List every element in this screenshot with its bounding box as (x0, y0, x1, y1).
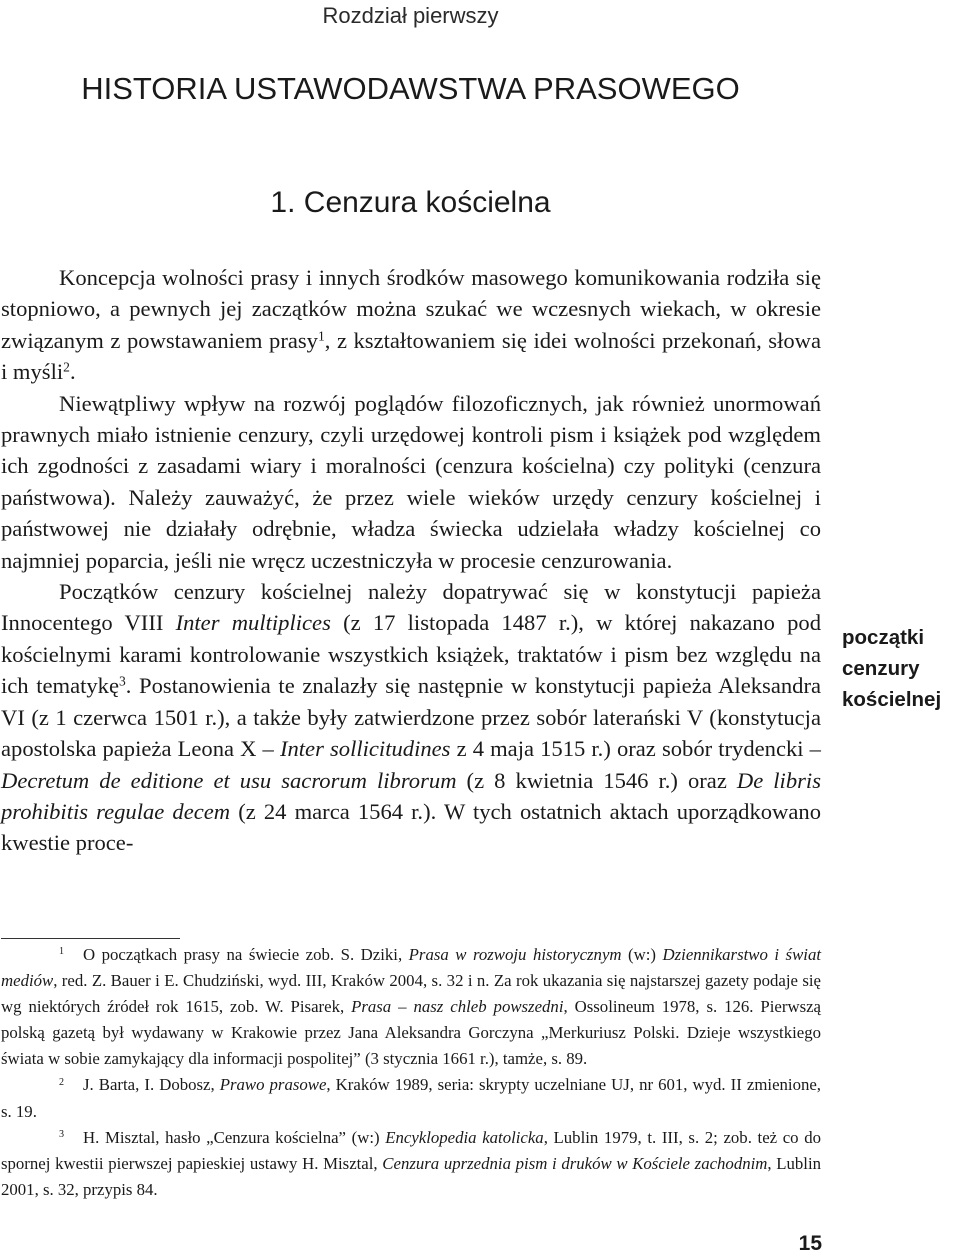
margin-note-line: kościelnej (842, 688, 942, 711)
footnote-3: $^3$ H. Misztal, hasło „Cenzura kościelna” (w:) Encyklopedia katolicka, Lublin 1979, t. III, s. 2; zob. też co do spornej kwestii pierwszej papieskiej ustawy H. Misztal, Cenzura uprzednia pism i druków w Kościele zachodnim, Lublin 2001, s. 32, przypis 84. (1, 1127, 822, 1199)
section-title: 1. Cenzura kościelna (270, 186, 551, 219)
text-run: . (69, 359, 76, 385)
page-number: 15 (798, 1232, 822, 1255)
text-run: , Ossolineum 1978, s. 126. Pierwszą polską gazetą był wydawany w Krakowie przez Jana Aleksandra Gorczyna „Merkuriusz Polski. Dzieje wszystkiego świata w sobie zamykający dla informacji pospolitej” (3 stycznia 1661 r.), tamże, s. 89. (1, 997, 822, 1069)
text-run: , Lublin 1979, t. III, s. 2; zob. też co do spornej kwestii pierwszej papieskiej ustawy H. Misztal, (1, 1127, 821, 1173)
chapter-label: Rozdział pierwszy (322, 3, 499, 28)
text-run: , z kształtowaniem się idei wolności przekonań, słowa i myśli (1, 327, 821, 385)
italic-title: Prasa – nasz chleb powszedni (351, 997, 564, 1017)
margin-note-line: początki (842, 626, 925, 649)
paragraph-1 (1, 262, 821, 388)
text-run: J. Barta, I. Dobosz, (83, 1075, 220, 1095)
footnote-ref-1[interactable]: 1 (317, 328, 325, 344)
body-text (1, 262, 821, 859)
chapter-title: HISTORIA USTAWODAWSTWA PRASOWEGO (81, 71, 740, 106)
text-run: Początków cenzury kościelnej należy dopatrywać się w konstytucji papieża Innocentego VIII (1, 579, 821, 636)
margin-note-line: cenzury (842, 657, 920, 680)
footnote-ref-3[interactable]: 3 (119, 673, 126, 689)
paragraph-2: Niewątpliwy wpływ na rozwój poglądów filozoficznych, jak również unormowań prawnych miało istnienie cenzury, czyli urzędowej kontroli pism i książek pod względem ich zgodności z zasadami wiary i moralności (cenzura kościelna) czy polityki (cenzura państwowa). Należy zauważyć, że przez wiele wieków urzędy cenzury kościelnej i państwowej nie działały odrębnie, władza świecka udzielała władzy kościelnej co najmniej poparcia, jeśli nie wręcz uczestniczyła w procesie cenzurowania. (1, 390, 821, 573)
italic-title: Prawo prasowe (219, 1075, 327, 1095)
italic-title: Cenzura uprzednia pism i druków w Kościele zachodnim (382, 1153, 768, 1173)
text-run: (z 8 kwietnia 1546 r.) oraz (456, 767, 737, 793)
italic-title: Dziennikarstwo i świat mediów (1, 945, 821, 991)
footnote-separator (1, 938, 180, 939)
italic-title: Inter multiplices (175, 610, 331, 636)
text-run: , red. Z. Bauer i E. Chudziński, wyd. III, Kraków 2004, s. 32 i n. Za rok ukazania się najstarszej gazety podaje się wg niektórych źródeł rok 1615, zob. W. Pisarek, (1, 971, 821, 1017)
italic-title: Prasa w rozwoju historycznym (408, 945, 622, 964)
italic-title: Inter sollicitudines (279, 736, 451, 762)
paragraph-3 (1, 576, 821, 859)
text-run: O początkach prasy na świecie zob. S. Dziki, (83, 945, 409, 964)
text-run: Koncepcja wolności prasy i innych środków masowego komunikowania rodziła się stopniowo, a pewnych jej zaczątków można szukać we wczesnych wiekach, w okresie związanym z powstawaniem prasy (1, 265, 821, 353)
footnotes (1, 942, 821, 1203)
text-run: (z 17 listopada 1487 r.), w której nakazano pod kościelnymi karami kontrolowanie wszystkich książek, traktatów i pism bez względu na ich tematykę (1, 610, 821, 699)
text-run: H. Misztal, hasło „Cenzura kościelna” (w:) (83, 1127, 386, 1147)
footnote-2: $^2$ J. Barta, I. Dobosz, Prawo prasowe, Kraków 1989, seria: skrypty uczelniane UJ, nr 601, wyd. II zmienione, s. 19. (1, 1075, 821, 1121)
text-run: (w:) (621, 945, 663, 964)
text-run: , Lublin 2001, s. 32, przypis 84. (1, 1153, 822, 1199)
margin-note (842, 622, 960, 715)
italic-title: Encyklopedia katolicka (385, 1127, 544, 1147)
italic-title: De libris prohibitis regulae decem (1, 767, 821, 824)
footnote-1: $^1$ O początkach prasy na świecie zob. S. Dziki, Prasa w rozwoju historycznym (w:) Dziennikarstwo i świat mediów, red. Z. Bauer i E. Chudziński, wyd. III, Kraków 2004, s. 32 i n. Za rok ukazania się najstarszej gazety podaje się wg niektórych źródeł rok 1615, zob. W. Pisarek, Prasa – nasz chleb powszedni, Ossolineum 1978, s. 126. Pierwszą polską gazetą był wydawany w Krakowie przez Jana Aleksandra Gorczyna „Merkuriusz Polski. Dzieje wszystkiego świata w sobie zamykający dla informacji pospolitej” (3 stycznia 1661 r.), tamże, s. 89. (1, 945, 822, 1069)
text-run: (z 24 marca 1564 r.). W tych ostatnich aktach uporządkowano kwestie proce- (1, 798, 821, 856)
text-run: . Postanowienia te znalazły się następnie w konstytucji papieża Aleksandra VI (z 1 czerwca 1501 r.), a także były zatwierdzone przez sobór laterański V (konstytucja apostolska papieża Leona X – (1, 673, 821, 762)
italic-title: Decretum de editione et usu sacrorum librorum (1, 767, 457, 793)
text-run: z 4 maja 1515 r.) oraz sobór trydencki – (450, 736, 821, 762)
footnote-ref-2[interactable]: 2 (63, 359, 70, 375)
text-run: , Kraków 1989, seria: skrypty uczelniane UJ, nr 601, wyd. II zmienione, s. 19. (1, 1075, 821, 1121)
